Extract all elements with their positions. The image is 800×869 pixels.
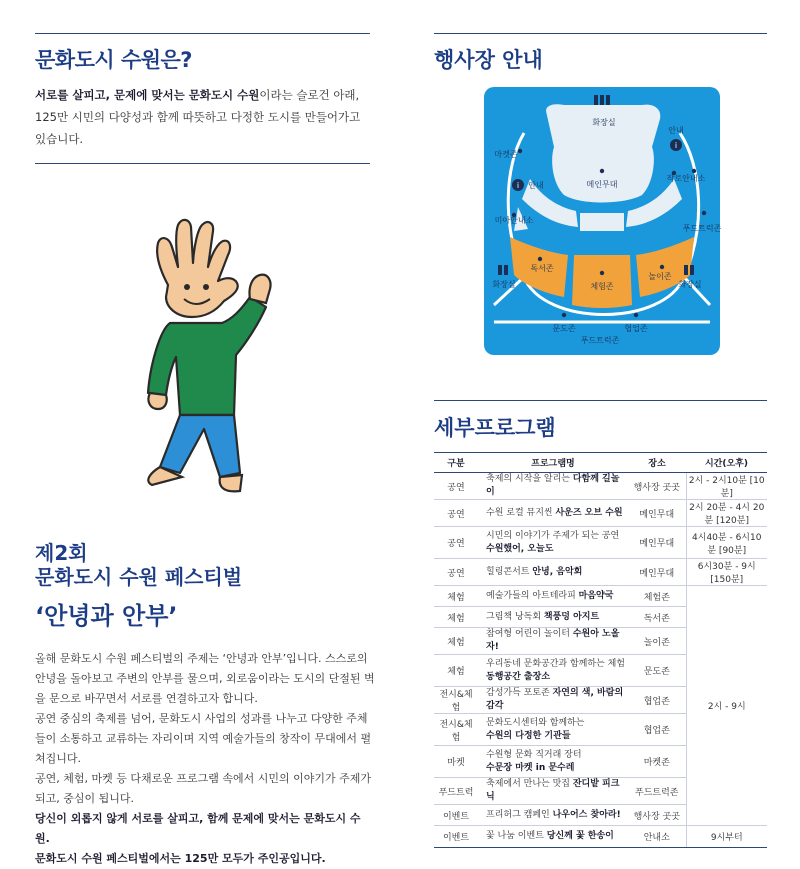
svg-text:i: i: [674, 141, 678, 150]
table-row: 전시&체험 문화도시센터와 함께하는 수원의 다정한 기관들 협업존: [434, 714, 767, 746]
map-label-main-stage: 메인무대: [586, 180, 618, 189]
map-label-food-right: 푸드트럭존: [682, 224, 722, 233]
closing-line-2: 문화도시 수원 페스티벌에서는 125만 모두가 주인공입니다.: [35, 852, 326, 865]
program-title: 세부프로그램: [434, 416, 556, 440]
waving-mascot-illustration: [120, 215, 320, 510]
header-time: 시간(오후): [686, 453, 767, 473]
header-program: 프로그램명: [478, 453, 628, 473]
map-label-meal-info: 미아안내소: [494, 216, 534, 225]
map-label-restroom-left: 화장실: [492, 280, 516, 289]
festival-name: 문화도시 수원 페스티벌: [35, 565, 243, 589]
map-label-restroom-top: 화장실: [592, 118, 616, 127]
about-title: 문화도시 수원은?: [35, 48, 192, 72]
map-label-market: 마켓존: [494, 150, 518, 159]
map-label-reading: 독서존: [530, 264, 554, 273]
map-label-restroom-right: 화장실: [678, 280, 702, 289]
header-place: 장소: [628, 453, 686, 473]
table-row: 공연 축제의 시작을 알리는 다함께 길놀이 행사장 곳곳 2시 - 2시10분 [10분]: [434, 473, 767, 500]
table-row: 체험 그림책 낭독회 책풍덩 아지트 독서존: [434, 607, 767, 628]
program-table: [434, 452, 767, 848]
merged-time-cell: 2시 - 9시: [686, 586, 767, 826]
slogan-text: 서로를 살피고, 문제에 맞서는 문화도시 수원: [35, 88, 260, 102]
festival-round: 제2회: [35, 541, 88, 565]
intro-para-2: 공연 중심의 축제를 넘어, 문화도시 사업의 성과를 나누고 다양한 주체들이 소통하고 교류하는 자리이며 지역 예술가들의 창작이 무대에서 펼쳐집니다.: [35, 712, 372, 765]
closing-line-1: 당신이 외롭지 않게 서로를 살피고, 함께 문제에 맞서는 문화도시 수원.: [35, 812, 361, 845]
table-row: 공연 시민의 이야기가 주제가 되는 공연 수원했어, 오늘도 메인무대 4시40분 - 6시10분 [90분]: [434, 527, 767, 559]
table-row: 전시&체험 감성가득 포토존 자연의 색, 바람의 감각 협업존: [434, 687, 767, 714]
table-row: 푸드트럭 축제에서 만나는 맛집 잔디밭 피크닉 푸드트럭존: [434, 778, 767, 805]
festival-theme: ‘안녕과 안부’: [35, 602, 178, 630]
intro-para-1: 올해 문화도시 수원 페스티벌의 주제는 ‘안녕과 안부’입니다. 스스로의 안녕을 돌아보고 주변의 안부를 물으며, 외로움이라는 도시의 단절된 벽을 문으로 바꾸면서 서로를 연결하고자 합니다.: [35, 652, 375, 705]
svg-text:i: i: [516, 181, 520, 190]
map-label-door: 문도존: [552, 324, 576, 333]
header-category: 구분: [434, 453, 478, 473]
table-row: 체험 우리동네 문화공간과 함께하는 체험 동행공간 출장소 문도존: [434, 655, 767, 687]
map-label-eco-info: 작로안내소: [666, 174, 706, 183]
table-row: 공연 수원 로컬 뮤지씬 사운즈 오브 수원 메인무대 2시 20분 - 4시 20 분 [120분]: [434, 500, 767, 527]
table-row: 공연 힐링콘서트 안녕, 음악회 메인무대 6시30분 - 9시 [150분]: [434, 559, 767, 586]
map-label-info-right: 안내: [668, 126, 684, 135]
table-row: 체험 참여형 어린이 놀이터 수원아 노올자! 놀이존: [434, 628, 767, 655]
map-label-coop: 협업존: [624, 324, 648, 333]
festival-intro: [35, 649, 375, 869]
map-label-food-bottom: 푸드트럭존: [580, 336, 620, 345]
venue-title: 행사장 안내: [434, 48, 543, 72]
table-row: 이벤트 프리허그 캠페인 나우어스 찾아라! 행사장 곳곳: [434, 805, 767, 826]
table-row: 체험 예술가들의 아트테라피 마음약국 체험존 2시 - 9시: [434, 586, 767, 607]
map-label-info-left: 안내: [528, 181, 544, 190]
table-row: 마켓 수원형 문화 직거래 장터 수문장 마켓 in 문수레 마켓존: [434, 746, 767, 778]
venue-map: [484, 87, 720, 355]
table-header-row: [434, 453, 767, 473]
about-paragraph: 서로를 살피고, 문제에 맞서는 문화도시 수원이라는 슬로건 아래, 125만 시민의 다양성과 함께 따뜻하고 다정한 도시를 만들어가고 있습니다.: [35, 88, 361, 146]
intro-para-3: 공연, 체험, 마켓 등 다채로운 프로그램 속에서 시민의 이야기가 주제가 되고, 중심이 됩니다.: [35, 772, 371, 805]
program-rule: [434, 400, 767, 401]
map-label-experience: 체험존: [590, 282, 614, 291]
map-label-play: 놀이존: [648, 272, 672, 281]
table-row: 이벤트 꽃 나눔 이벤트 당신께 꽃 한송이 안내소 9시부터: [434, 826, 767, 848]
top-rule-left: [35, 33, 370, 34]
about-divider: [35, 163, 370, 164]
top-rule-right: [434, 33, 767, 34]
